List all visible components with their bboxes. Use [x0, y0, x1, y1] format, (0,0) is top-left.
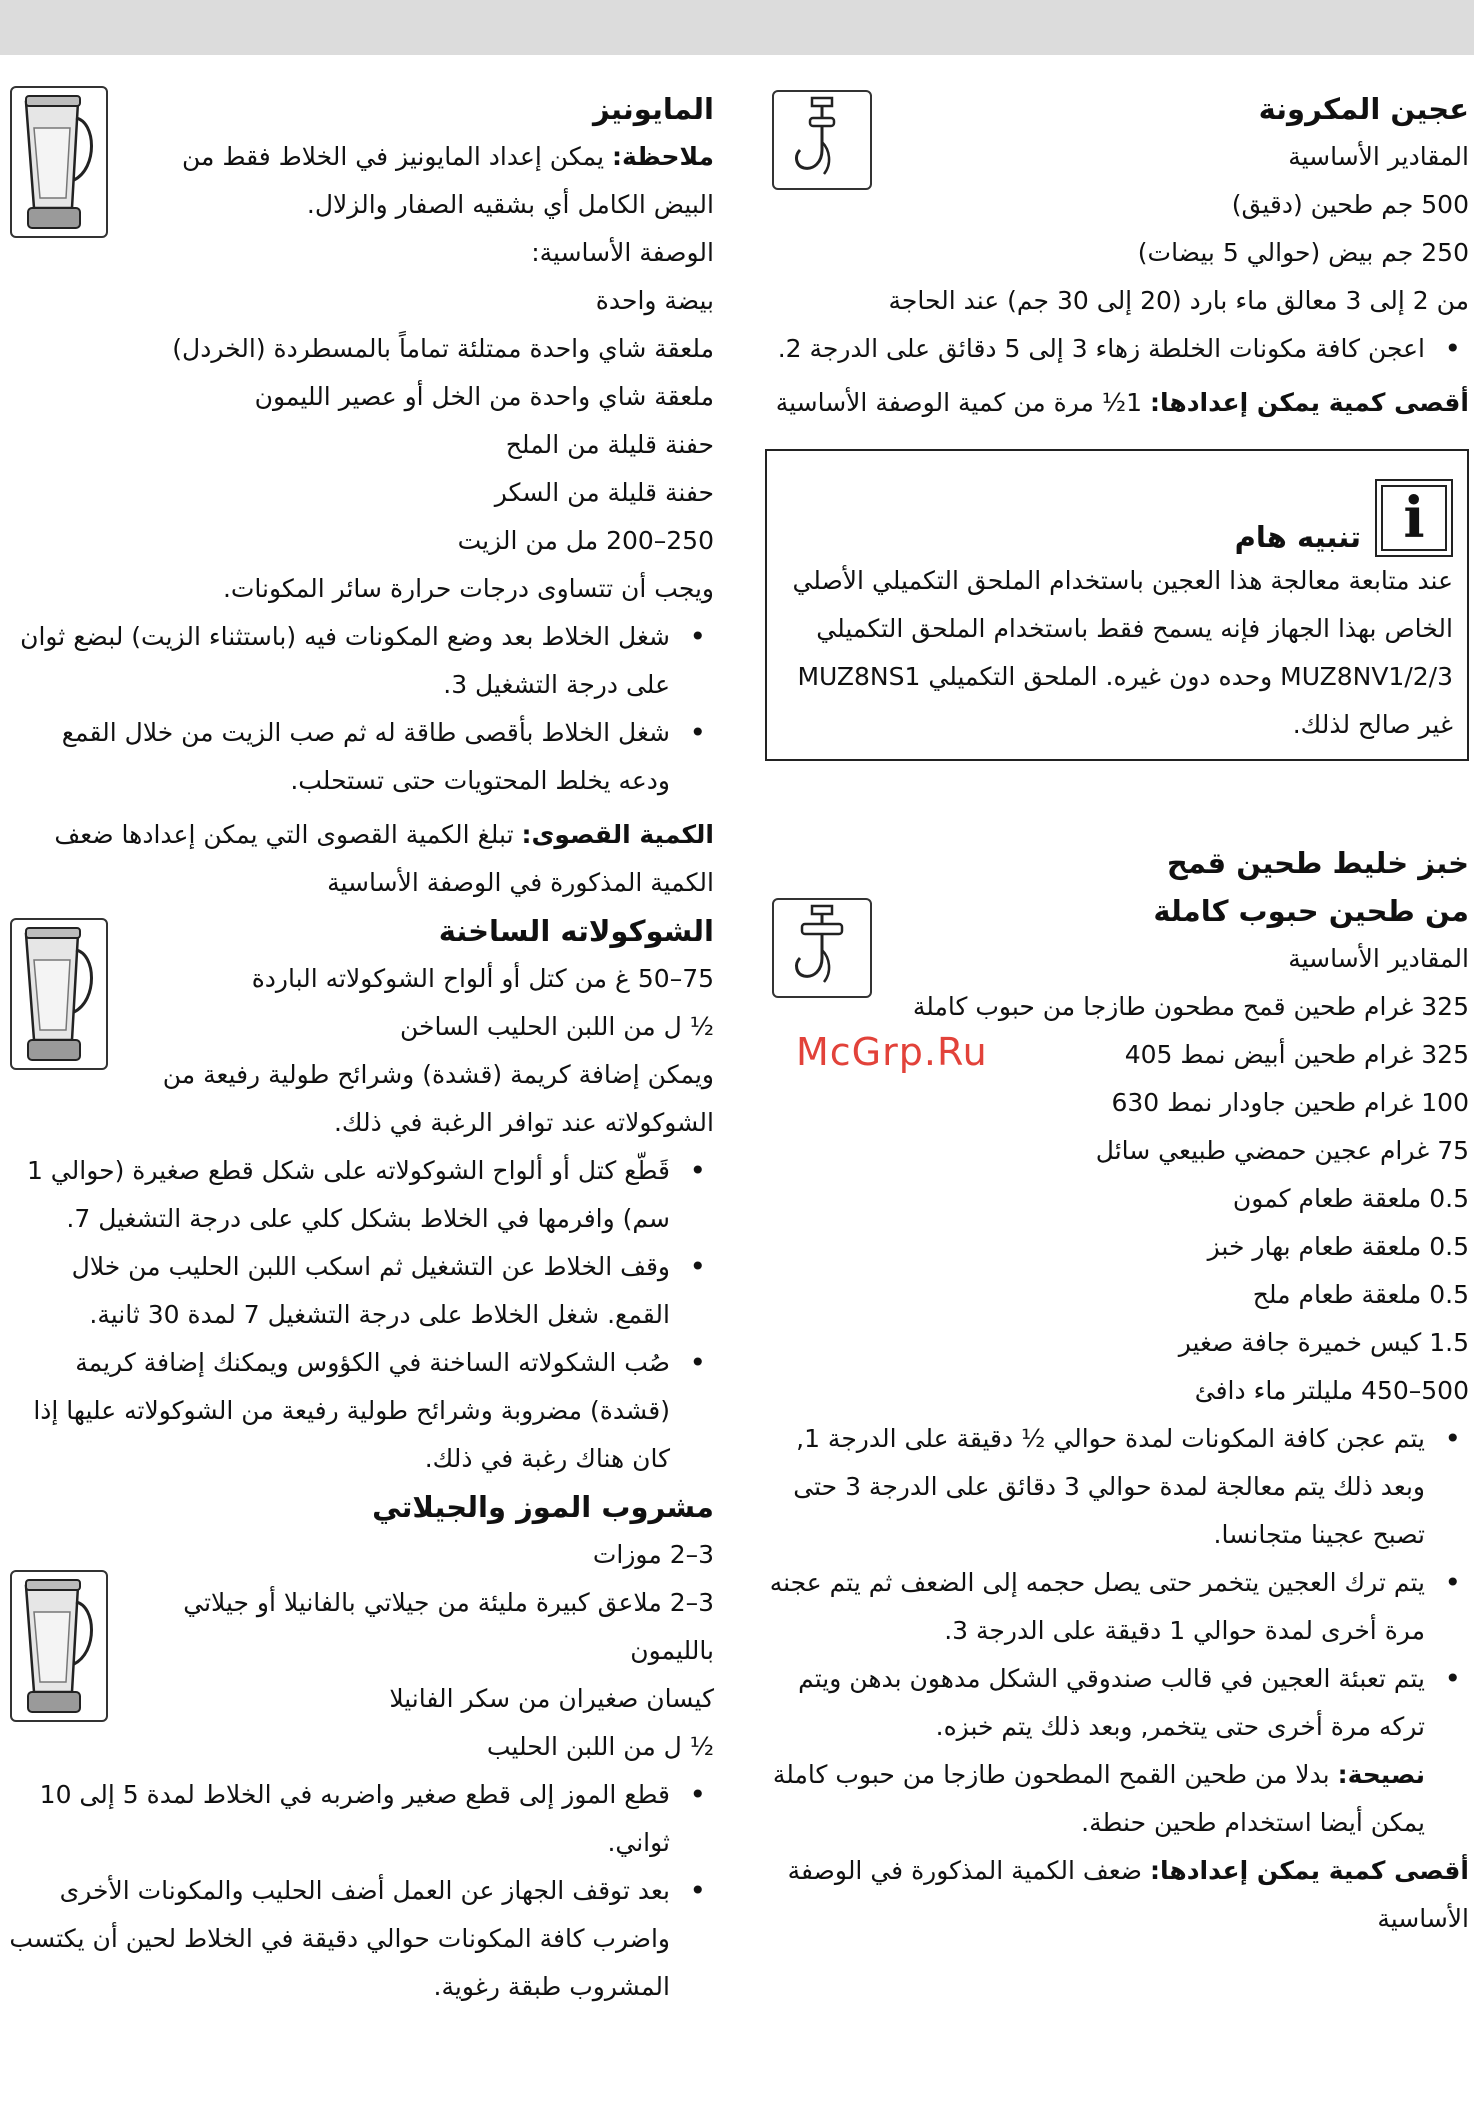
bread-tip-text: بدلا من طحين القمح المطحون طازجا من حبوب كاملة يمكن أيضا استخدام طحين حنطة.	[772, 1760, 1425, 1837]
chocolate-line: ويمكن إضافة كريمة (قشدة) وشرائح طولية رفيعة من الشوكولاته عند توافر الرغبة في ذلك.	[162, 1060, 714, 1137]
mayonnaise-section	[8, 85, 714, 907]
bread-line: 325 غرام طحين أبيض نمط 405	[1124, 1040, 1469, 1069]
info-icon	[1375, 479, 1453, 557]
mayo-line: ويجب أن تتساوى درجات حرارة سائر المكونات.	[222, 574, 714, 603]
bread-step: • يتم تعبئة العجين في قالب صندوقي الشكل مدهون بدهن ويتم تركه مرة أخرى حتى يتخمر, وبعد ذلك يتم خبزه.	[765, 1655, 1469, 1751]
chocolate-title: الشوكولاته الساخنة	[438, 914, 714, 948]
chocolate-step: • صُب الشكولاته الساخنة في الكؤوس ويمكنك إضافة كريمة (قشدة) مضروبة وشرائح طولية رفيعة من الشوكولاته عليها إذا كان هناك رغبة في ذلك.	[8, 1339, 714, 1483]
bread-line: 0.5 ملعقة طعام ملح	[1252, 1280, 1469, 1309]
bread-step: • يتم عجن كافة المكونات لمدة حوالي ½ دقيقة على الدرجة 1, وبعد ذلك يتم معالجة لمدة حوالي 3 دقائق على الدرجة 3 حتى تصبح عجينا متجانسا.	[765, 1415, 1469, 1559]
blender-jug-icon	[10, 86, 108, 238]
pasta-title: عجين المكرونة	[1258, 92, 1469, 126]
mayo-title: المايونيز	[593, 92, 714, 126]
pasta-line: من 2 إلى 3 معالق ماء بارد (20 إلى 30 جم) عند الحاجة	[888, 286, 1469, 315]
notice-title: تنبيه هام	[1234, 520, 1361, 554]
pasta-steps	[765, 325, 1469, 373]
mayo-step: • شغل الخلاط بأقصى طاقة له ثم صب الزيت من خلال القمع ودعه يخلط المحتويات حتى تستحلب.	[8, 709, 714, 805]
mayo-steps	[8, 613, 714, 805]
mayo-step: • شغل الخلاط بعد وضع المكونات فيه (باستثناء الزيت) لبضع ثوان على درجة التشغيل 3.	[8, 613, 714, 709]
bread-max-text: ضعف الكمية المذكورة في الوصفة الأساسية	[787, 1856, 1469, 1933]
banana-step: • قطع الموز إلى قطع صغير واضربه في الخلاط لمدة 5 إلى 10 ثواني.	[8, 1771, 714, 1867]
bread-section	[765, 839, 1469, 1943]
pasta-subtitle: المقادير الأساسية	[1288, 142, 1469, 171]
pasta-max-text: 1½ مرة من كمية الوصفة الأساسية	[775, 388, 1150, 417]
banana-line: ½ ل من اللبن الحليب	[486, 1732, 714, 1761]
bread-title-line2: من طحين حبوب كاملة	[1153, 894, 1469, 928]
bread-max	[765, 1847, 1469, 1943]
banana-steps	[8, 1771, 714, 2011]
chocolate-step: • قَطّع كتل أو ألواح الشوكولاته على شكل قطع صغيرة (حوالي 1 سم) وافرمها في الخلاط بشكل كلي على درجة التشغيل 7.	[8, 1147, 714, 1243]
blender-jug-icon	[10, 1570, 108, 1722]
bread-title-line1: خبز خليط طحين قمح	[1166, 846, 1469, 880]
bread-line: 75 غرام عجين حمضي طبيعي سائل	[1095, 1136, 1469, 1165]
notice-header	[779, 461, 1453, 557]
bread-line: 0.5 ملعقة طعام بهار خبز	[1207, 1232, 1469, 1261]
bread-line: 500–450 مليلتر ماء دافئ	[1194, 1376, 1469, 1405]
top-gray-bar	[0, 0, 1474, 55]
bread-line: 1.5 كيس خميرة جافة صغير	[1178, 1328, 1469, 1357]
mayo-note-text: يمكن إعداد المايونيز في الخلاط فقط من البيض الكامل أي بشقيه الصفار والزلال.	[181, 142, 714, 219]
mayo-max-label: الكمية القصوى:	[521, 820, 714, 849]
mayo-line: حفنة قليلة من الملح	[505, 430, 714, 459]
mayo-line: ملعقة شاي واحدة من الخل أو عصير الليمون	[254, 382, 714, 411]
banana-line: كيسان صغيران من سكر الفانيلا	[389, 1684, 714, 1713]
dough-hook-icon	[772, 90, 872, 190]
watermark-text: McGrp.Ru	[796, 1030, 988, 1074]
bread-tip-label: نصيحة:	[1337, 1760, 1425, 1789]
hot-chocolate-section	[8, 907, 714, 1483]
mayo-max-text: تبلغ الكمية القصوى التي يمكن إعدادها ضعف الكمية المذكورة في الوصفة الأساسية	[54, 820, 714, 897]
important-notice-box	[765, 449, 1469, 761]
chocolate-steps	[8, 1147, 714, 1483]
pasta-max	[765, 379, 1469, 427]
chocolate-line: 75–50 غ من كتل أو ألواح الشوكولاته الباردة	[251, 964, 714, 993]
bread-line: 0.5 ملعقة طعام كمون	[1232, 1184, 1469, 1213]
mayo-subtitle: الوصفة الأساسية:	[531, 238, 714, 267]
pasta-max-label: أقصى كمية يمكن إعدادها:	[1149, 388, 1469, 417]
banana-title: مشروب الموز والجيلاتي	[372, 1490, 714, 1524]
info-icon-letter: i	[1403, 485, 1425, 551]
banana-shake-section	[8, 1483, 714, 2011]
banana-line: 3–2 موزات	[592, 1540, 714, 1569]
blender-jug-icon	[10, 918, 108, 1070]
mayo-line: ملعقة شاي واحدة ممتلئة تماماً بالمسطردة (الخردل)	[172, 334, 714, 363]
pasta-line: 500 جم طحين (دقيق)	[1231, 190, 1469, 219]
bread-subtitle: المقادير الأساسية	[1288, 944, 1469, 973]
pasta-line: 250 جم بيض (حوالي 5 بيضات)	[1137, 238, 1469, 267]
mayo-line: 250–200 مل من الزيت	[457, 526, 714, 555]
mayo-line: بيضة واحدة	[595, 286, 714, 315]
pasta-step: • اعجن كافة مكونات الخلطة زهاء 3 إلى 5 دقائق على الدرجة 2.	[765, 325, 1469, 373]
mayo-max	[8, 811, 714, 907]
right-column	[765, 85, 1469, 1943]
banana-line: 3–2 ملاعق كبيرة مليئة من جيلاتي بالفانيلا أو جيلاتي بالليمون	[183, 1588, 714, 1665]
chocolate-step: • وقف الخلاط عن التشغيل ثم اسكب اللبن الحليب من خلال القمع. شغل الخلاط على درجة التشغيل 7 لمدة 30 ثانية.	[8, 1243, 714, 1339]
bread-step: • يتم ترك العجين يتخمر حتى يصل حجمه إلى الضعف ثم يتم عجنه مرة أخرى لمدة حوالي 1 دقيقة على الدرجة 3.	[765, 1559, 1469, 1655]
mayo-note-label: ملاحظة:	[612, 142, 714, 171]
notice-text: عند متابعة معالجة هذا العجين باستخدام الملحق التكميلي الأصلي الخاص بهذا الجهاز فإنه يسمح فقط باستخدام الملحق التكميلي MUZ8NV1/2/3 وحده دون غيره. الملحق التكميلي MUZ8NS1 غير صالح لذلك.	[792, 566, 1453, 739]
banana-step: • بعد توقف الجهاز عن العمل أضف الحليب والمكونات الأخرى واضرب كافة المكونات حوالي دقيقة في الخلاط لحين أن يكتسب المشروب طبقة رغوية.	[8, 1867, 714, 2011]
bread-line: 100 غرام طحين جاودار نمط 630	[1111, 1088, 1469, 1117]
mayo-note	[118, 133, 714, 229]
bread-line: 325 غرام طحين قمح مطحون طازجا من حبوب كاملة	[912, 992, 1469, 1021]
dough-hook-icon	[772, 898, 872, 998]
bread-max-label: أقصى كمية يمكن إعدادها:	[1149, 1856, 1469, 1885]
mayo-line: حفنة قليلة من السكر	[494, 478, 714, 507]
left-column	[8, 85, 714, 2011]
chocolate-line: ½ ل من اللبن الحليب الساخن	[399, 1012, 714, 1041]
bread-tip	[765, 1751, 1469, 1847]
bread-steps	[765, 1415, 1469, 1751]
